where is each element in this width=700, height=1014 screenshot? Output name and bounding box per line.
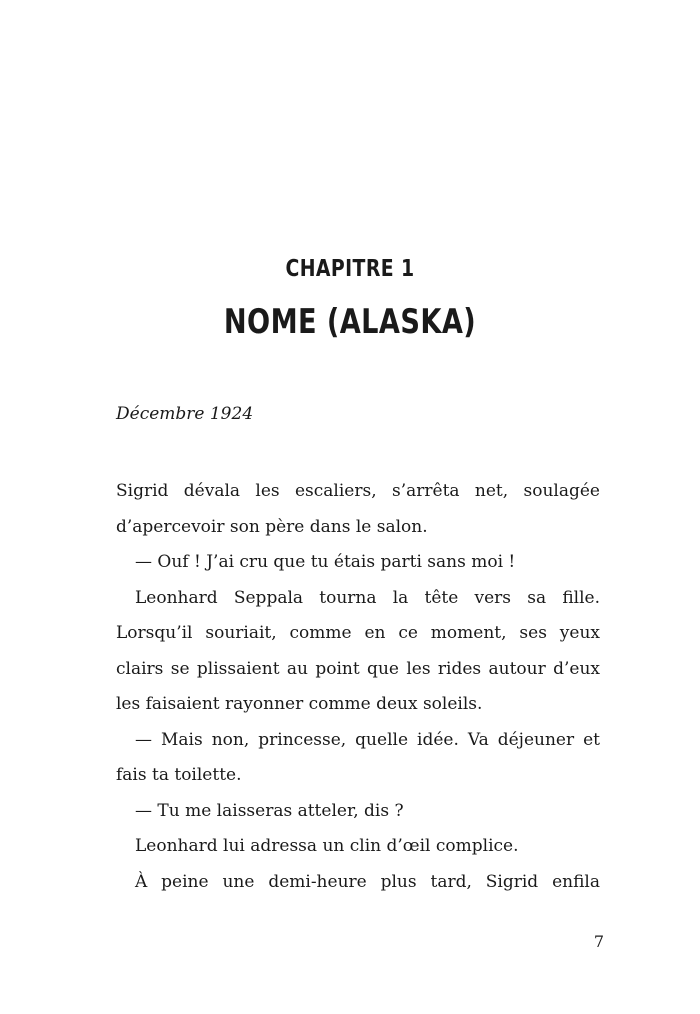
chapter-title: NOME (ALASKA): [223, 302, 477, 342]
paragraph: — Ouf ! J’ai cru que tu étais parti sans moi !: [135, 552, 516, 572]
paragraph: — Mais non, princesse, quelle idée. Va déjeuner et fais ta toilette.: [116, 729, 600, 785]
body-text: [116, 474, 600, 900]
date-line: Décembre 1924: [116, 404, 254, 424]
paragraph: À peine une demi-heure plus tard, Sigrid enfila: [135, 871, 600, 892]
page-number: 7: [593, 932, 604, 951]
paragraph: Sigrid dévala les escaliers, s’arrêta net, soulagée d’apercevoir son père dans le salon.: [116, 481, 600, 537]
paragraph: Leonhard lui adressa un clin d’œil complice.: [135, 836, 519, 856]
paragraph: — Tu me laisseras atteler, dis ?: [135, 800, 404, 821]
paragraph: Leonhard Seppala tourna la tête vers sa fille. Lorsqu’il souriait, comme en ce moment, ses yeux clairs se plissaient au point que les rides autour d’eux les faisaient rayonner comme deux soleils.: [116, 587, 600, 714]
chapter-label: CHAPITRE 1: [285, 256, 415, 282]
